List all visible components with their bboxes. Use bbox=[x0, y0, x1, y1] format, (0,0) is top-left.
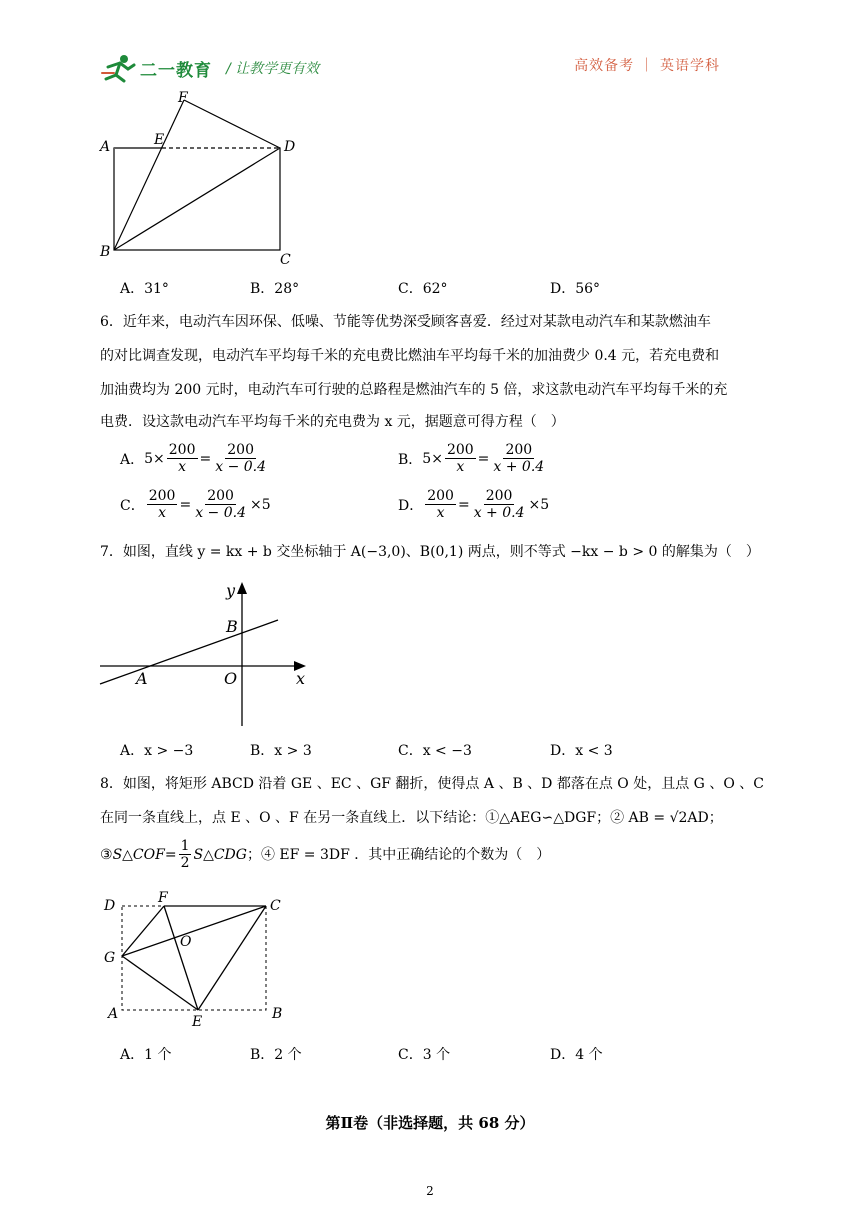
numerator: 200 bbox=[446, 442, 474, 458]
fraction bbox=[167, 442, 198, 475]
y-axis-arrow-icon bbox=[237, 582, 247, 594]
q8-line-3 bbox=[100, 838, 550, 871]
brand-name: 二一教育 bbox=[140, 60, 212, 81]
label-e: E bbox=[154, 132, 165, 148]
q6-line-3: 加油费均为 200 元时，电动汽车可行驶的总路程是燃油汽车的 5 倍，求这款电动汽车平均每千米的充 bbox=[100, 382, 728, 398]
label-a: A bbox=[136, 669, 148, 688]
label-e: E bbox=[192, 1014, 203, 1030]
fraction bbox=[491, 442, 546, 475]
q8-option-b[interactable]: B．2 个 bbox=[250, 1047, 302, 1063]
denominator: x bbox=[158, 505, 167, 521]
fraction bbox=[472, 488, 527, 521]
denominator: x − 0.4 bbox=[195, 505, 246, 521]
numerator: 200 bbox=[148, 488, 176, 504]
numerator: 200 bbox=[427, 488, 454, 504]
q8-option-a[interactable]: A．1 个 bbox=[120, 1047, 172, 1063]
fraction bbox=[193, 488, 248, 521]
line-ge bbox=[122, 956, 198, 1010]
q7-option-d[interactable]: D．x < 3 bbox=[550, 743, 613, 759]
equals-sign: = bbox=[164, 846, 177, 863]
label-x: x bbox=[296, 669, 306, 688]
circled-three: ③ bbox=[100, 846, 113, 863]
q7-stem: 7．如图，直线 y = kx + b 交坐标轴于 A(−3,0)、B(0,1) 两点，则不等式 −kx − b > 0 的解集为（ ） bbox=[100, 544, 760, 560]
figure-q7 bbox=[96, 576, 316, 732]
fraction bbox=[213, 442, 268, 475]
numerator: 1 bbox=[180, 838, 190, 854]
q5-option-a[interactable]: A．31° bbox=[120, 281, 169, 297]
equals-sign: = bbox=[457, 496, 470, 513]
denominator: x + 0.4 bbox=[473, 505, 525, 521]
equals-sign: = bbox=[477, 450, 490, 467]
fraction bbox=[425, 488, 456, 521]
q8-line-3-rest: ；④ EF = 3DF ．其中正确结论的个数为（ ） bbox=[246, 846, 551, 863]
q6-option-b[interactable] bbox=[398, 442, 548, 475]
option-label: D． bbox=[398, 497, 424, 514]
numerator: 200 bbox=[207, 488, 234, 504]
coefficient: 5× bbox=[422, 450, 443, 467]
denominator: x bbox=[436, 505, 445, 521]
q5-option-c[interactable]: C．62° bbox=[398, 281, 448, 297]
q8-option-d[interactable]: D．4 个 bbox=[550, 1047, 603, 1063]
q7-option-a[interactable]: A．x > −3 bbox=[120, 743, 194, 759]
denominator: x − 0.4 bbox=[215, 459, 267, 475]
label-b: B bbox=[226, 617, 238, 636]
line-bf bbox=[114, 100, 184, 250]
denominator: x bbox=[178, 459, 187, 475]
numerator: 200 bbox=[505, 442, 533, 458]
area-cof: S△COF bbox=[112, 846, 165, 863]
label-b: B bbox=[100, 244, 111, 260]
denominator: 2 bbox=[180, 855, 190, 871]
q5-option-b[interactable]: B．28° bbox=[250, 281, 300, 297]
q6-option-a[interactable] bbox=[120, 442, 270, 475]
label-d: D bbox=[104, 898, 116, 914]
label-d: D bbox=[284, 139, 296, 155]
label-a: A bbox=[108, 1006, 119, 1022]
fraction bbox=[147, 488, 178, 521]
denominator: x bbox=[456, 459, 465, 475]
dashed-rectangle-abcd bbox=[122, 906, 266, 1010]
label-b: B bbox=[272, 1006, 283, 1022]
numerator: 200 bbox=[227, 442, 254, 458]
label-a: A bbox=[100, 139, 111, 155]
label-c: C bbox=[280, 252, 291, 268]
q6-line-2: 的对比调查发现，电动汽车平均每千米的充电费比燃油车平均每千米的加油费少 0.4 元，若充电费和 bbox=[100, 348, 720, 364]
equals-sign: = bbox=[179, 496, 192, 513]
runner-logo-icon bbox=[100, 53, 136, 83]
q7-option-c[interactable]: C．x < −3 bbox=[398, 743, 472, 759]
option-label: C． bbox=[120, 497, 145, 514]
q8-line-1: 8．如图，将矩形 ABCD 沿着 GE 、EC 、GF 翻折，使得点 A 、B 、D 都落在点 O 处，且点 G 、O 、C bbox=[100, 776, 764, 792]
label-f: F bbox=[158, 890, 168, 906]
coefficient: 5× bbox=[144, 450, 165, 467]
option-label: B． bbox=[398, 451, 423, 468]
q7-option-b[interactable]: B．x > 3 bbox=[250, 743, 312, 759]
numerator: 200 bbox=[485, 488, 513, 504]
line-bd bbox=[114, 148, 280, 250]
line-ec bbox=[198, 906, 266, 1010]
fraction bbox=[445, 442, 476, 475]
q6-option-d[interactable] bbox=[398, 488, 549, 521]
figure-q8 bbox=[96, 890, 296, 1030]
multiplier: ×5 bbox=[249, 496, 271, 513]
line-fd bbox=[184, 100, 280, 148]
q6-option-c[interactable] bbox=[120, 488, 271, 521]
option-label: A． bbox=[120, 451, 145, 468]
header-brand bbox=[100, 48, 319, 88]
fraction-half bbox=[179, 838, 192, 871]
header-subject: 高效备考 ｜ 英语学科 bbox=[574, 58, 720, 74]
q6-line-4: 电费．设这款电动汽车平均每千米的充电费为 x 元，据题意可得方程（ ） bbox=[100, 414, 565, 430]
label-g: G bbox=[104, 950, 116, 966]
label-c: C bbox=[270, 898, 281, 914]
q5-option-d[interactable]: D．56° bbox=[550, 281, 601, 297]
page-number: 2 bbox=[426, 1184, 434, 1198]
numerator: 200 bbox=[168, 442, 196, 458]
label-o: O bbox=[224, 669, 238, 688]
label-o: O bbox=[180, 934, 192, 950]
q8-line-2: 在同一条直线上，点 E 、O 、F 在另一条直线上．以下结论：①△AEG∽△DGF；② AB = √2AD； bbox=[100, 810, 723, 826]
line-ab bbox=[100, 620, 278, 684]
line-fe bbox=[164, 906, 198, 1010]
q8-option-c[interactable]: C．3 个 bbox=[398, 1047, 451, 1063]
brand-slogan: / 让教学更有效 bbox=[226, 61, 320, 77]
equals-sign: = bbox=[199, 450, 212, 467]
figure-q5 bbox=[96, 90, 306, 270]
label-y: y bbox=[226, 581, 236, 600]
label-f: F bbox=[178, 90, 188, 106]
denominator: x + 0.4 bbox=[493, 459, 545, 475]
area-cdg: S△CDG bbox=[193, 846, 247, 863]
q6-line-1: 6．近年来，电动汽车因环保、低噪、节能等优势深受顾客喜爱．经过对某款电动汽车和某款燃油车 bbox=[100, 314, 711, 330]
multiplier: ×5 bbox=[528, 496, 550, 513]
section-title: 第Ⅱ卷（非选择题，共 68 分） bbox=[325, 1114, 535, 1132]
